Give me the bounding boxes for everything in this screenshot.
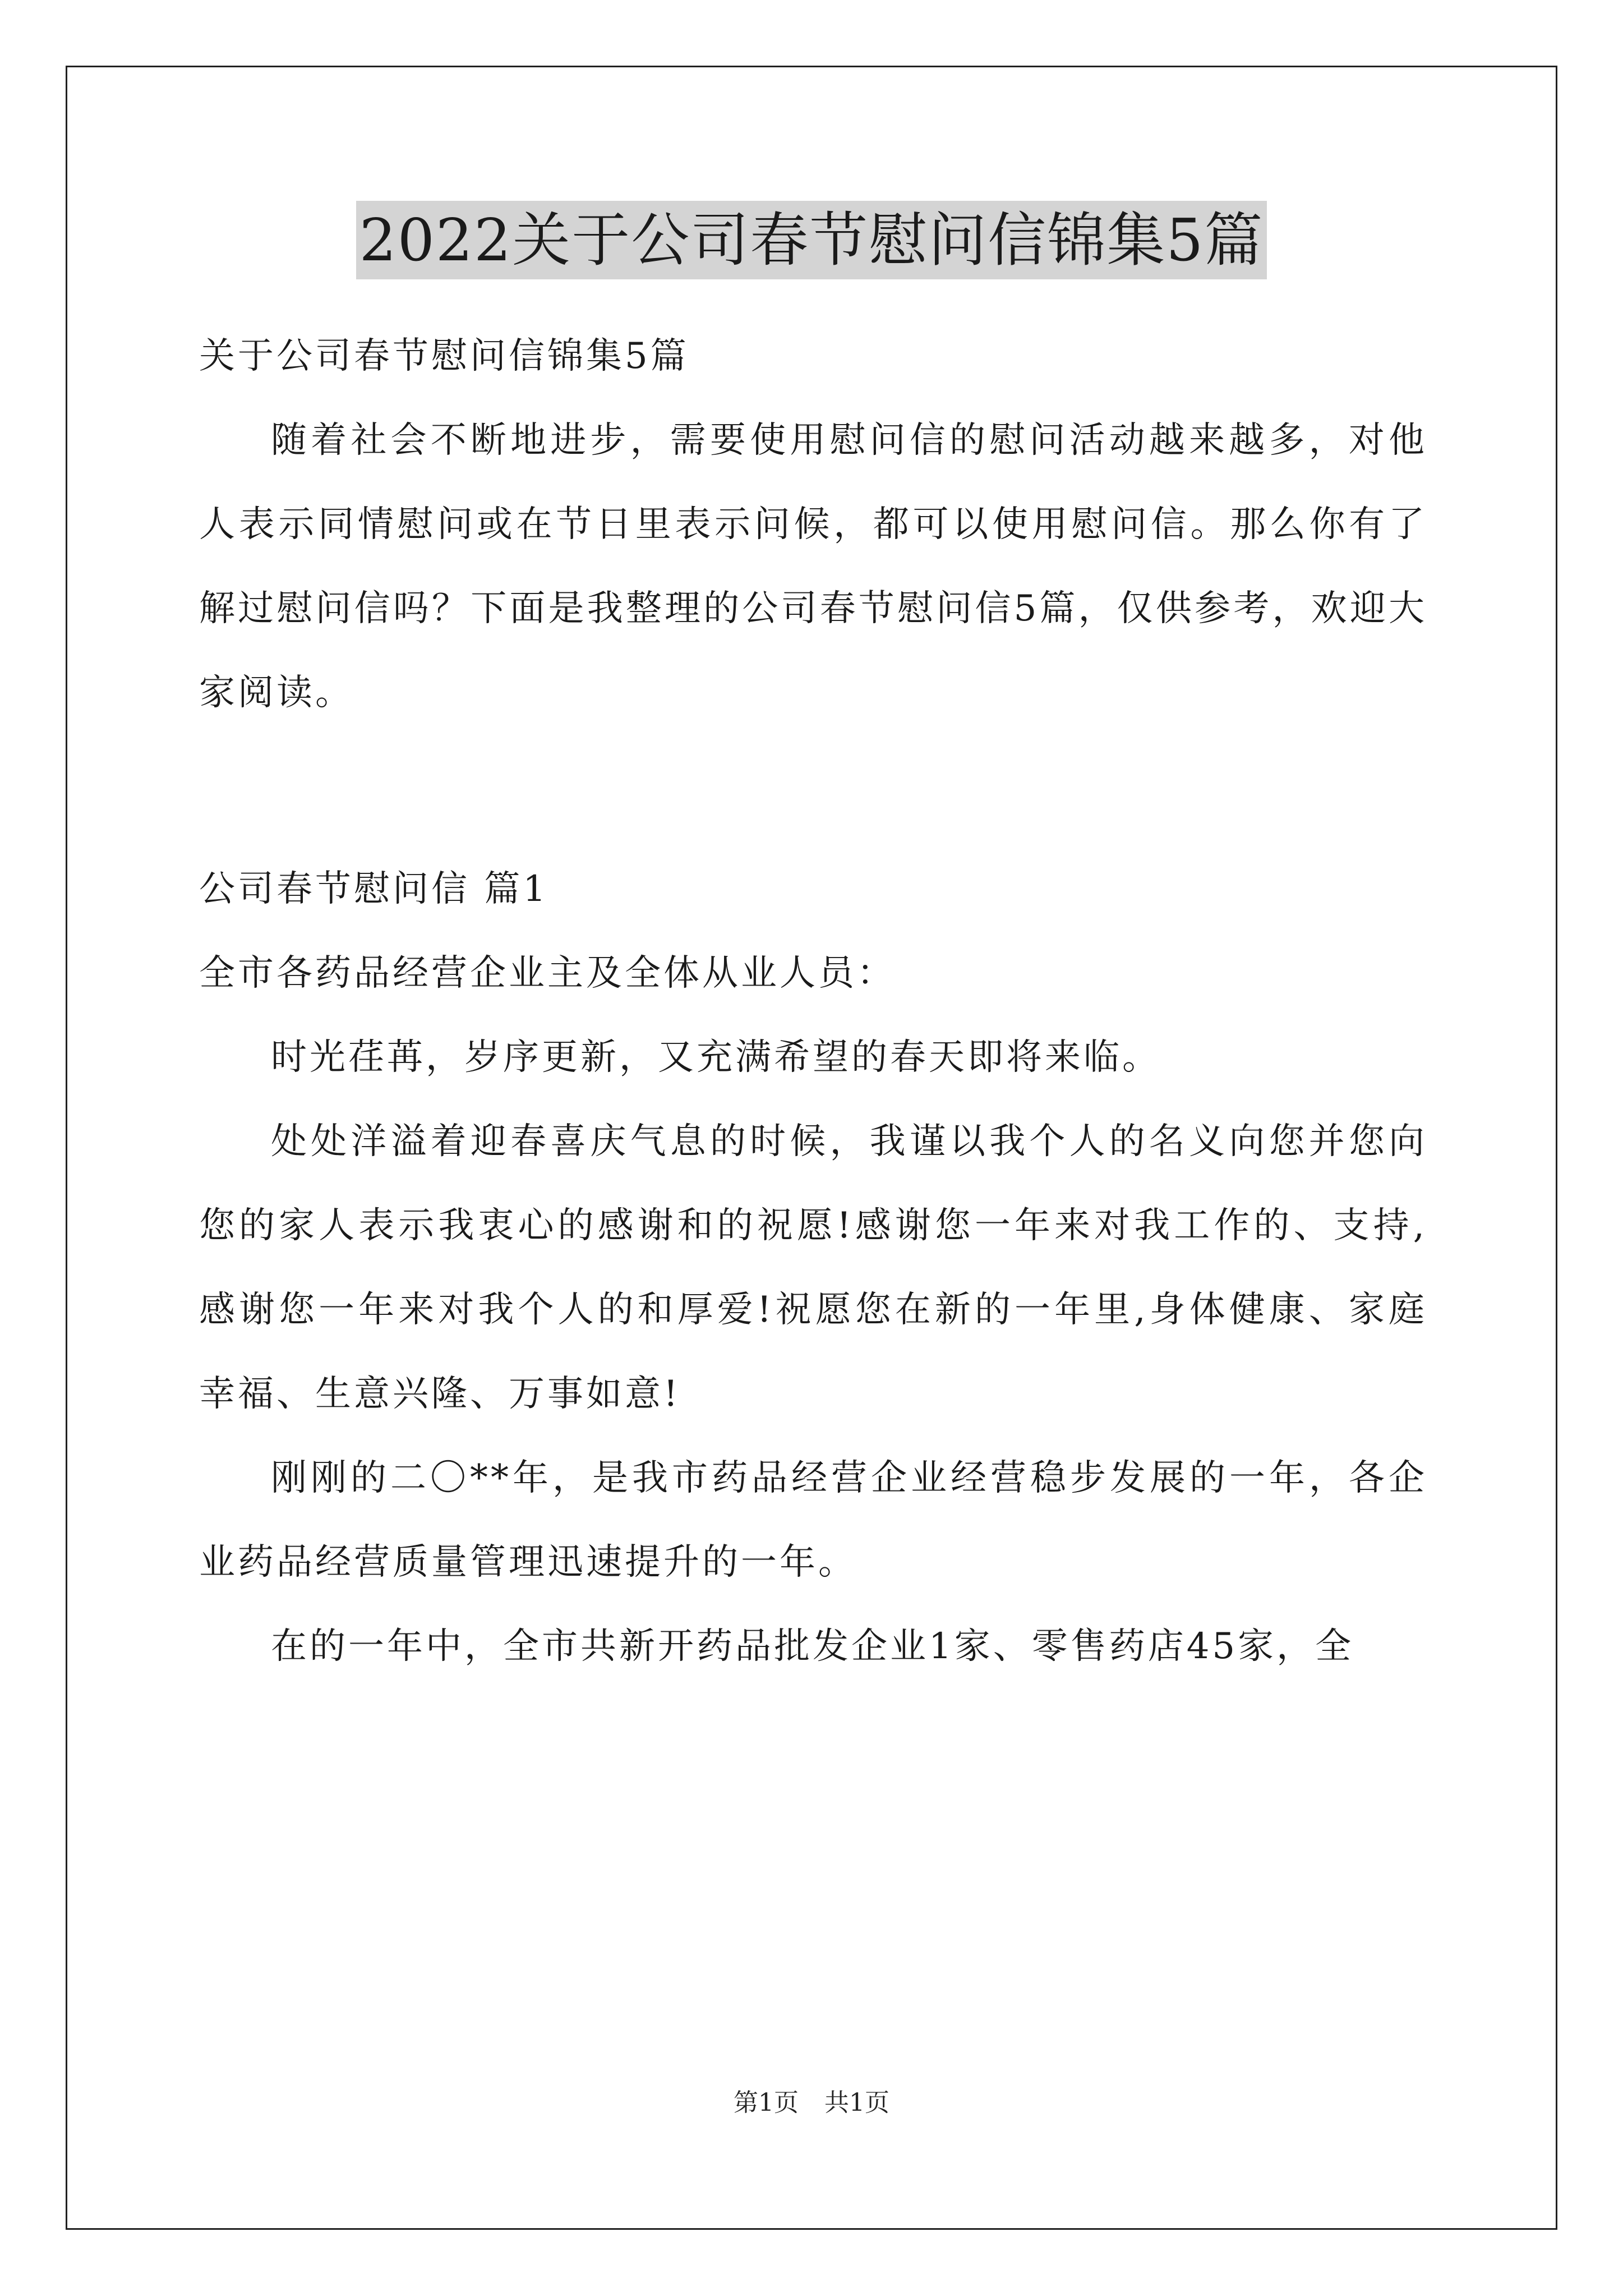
title-container <box>0 201 1623 279</box>
page-total: 共1页 <box>824 2088 889 2117</box>
page-footer <box>0 2082 1623 2118</box>
document-title: 2022关于公司春节慰问信锦集5篇 <box>356 201 1267 279</box>
intro-paragraph: 随着社会不断地进步，需要使用慰问信的慰问活动越来越多，对他人表示同情慰问或在节日里表示问候，都可以使用慰问信。那么你有了解过慰问信吗？下面是我整理的公司春节慰问信5篇，仅供参考，欢迎大家阅读。 <box>199 420 1427 714</box>
body-paragraph: 时光荏苒，岁序更新，又充满希望的春天即将来临。 <box>271 1037 1161 1078</box>
body-paragraph: 在的一年中，全市共新开药品批发企业1家、零售药店45家，全 <box>271 1626 1354 1667</box>
salutation: 全市各药品经营企业主及全体从业人员： <box>199 953 896 994</box>
section-heading: 公司春节慰问信 篇1 <box>199 868 549 910</box>
body-paragraph: 刚刚的二〇**年，是我市药品经营企业经营稳步发展的一年，各企业药品经营质量管理迅速提升的一年。 <box>199 1457 1427 1583</box>
document-body <box>199 314 1427 1688</box>
page-number: 第1页 <box>734 2088 799 2117</box>
body-paragraph: 处处洋溢着迎春喜庆气息的时候，我谨以我个人的名义向您并您向您的家人表示我衷心的感谢和的祝愿!感谢您一年来对我工作的、支持,感谢您一年来对我个人的和厚爱!祝愿您在新的一年里,身体健康、家庭幸福、生意兴隆、万事如意! <box>199 1121 1427 1415</box>
section-spacer <box>199 735 1427 847</box>
document-subtitle: 关于公司春节慰问信锦集5篇 <box>199 335 689 377</box>
